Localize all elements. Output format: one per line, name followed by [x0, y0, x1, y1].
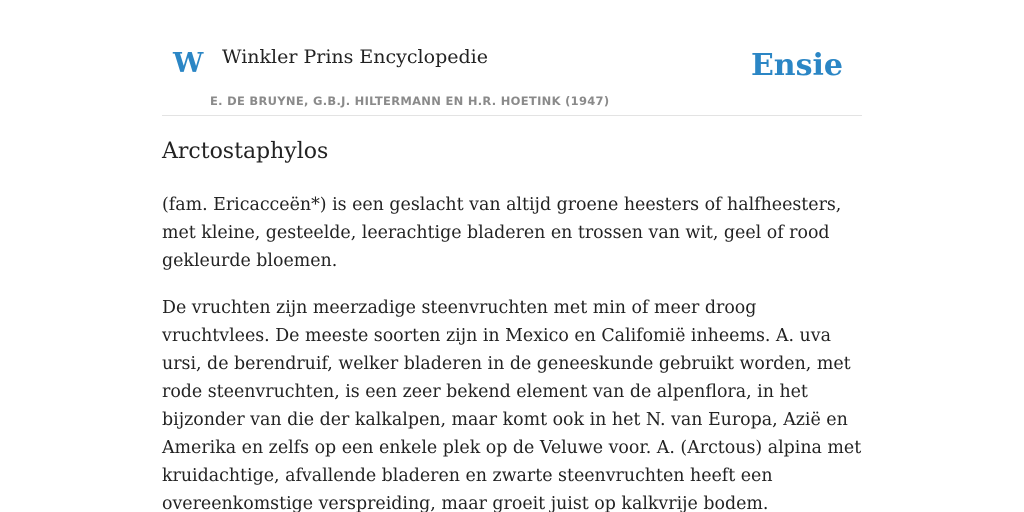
publication-authors: E. DE BRUYNE, G.B.J. HILTERMANN EN H.R. HOETINK (1947) [210, 94, 610, 108]
header [162, 0, 862, 116]
article-paragraph: De vruchten zijn meerzadige steenvruchten met min of meer droog vruchtvlees. De meeste soorten zijn in Mexico en Califomië inheems. A. uva ursi, de berendruif, welker bladeren in de geneeskunde gebruikt worden, met rode steenvruchten, is een zeer bekend element van de alpenflora, in het bijzonder van die der kalkalpen, maar komt ook in het N. van Europa, Azië en Amerika en zelfs op een enkele plek op de Veluwe voor. A. (Arctous) alpina met kruidachtige, afvallende bladeren en zwarte steenvruchten heeft een overeenkomstige verspreiding, maar groeit juist op kalkvrije bodem. [162, 297, 862, 512]
publication-logo-icon[interactable]: W [173, 48, 204, 79]
publication-title[interactable]: Winkler Prins Encyclopedie [222, 46, 488, 68]
ensie-logo[interactable]: Ensie [750, 48, 843, 83]
article [162, 138, 862, 512]
article-title: Arctostaphylos [162, 139, 329, 164]
article-paragraph: (fam. Ericacceën*) is een geslacht van altijd groene heesters of halfheesters, met kleine, gesteelde, leerachtige bladeren en trossen van wit, geel of rood gekleurde bloemen. [162, 194, 842, 271]
